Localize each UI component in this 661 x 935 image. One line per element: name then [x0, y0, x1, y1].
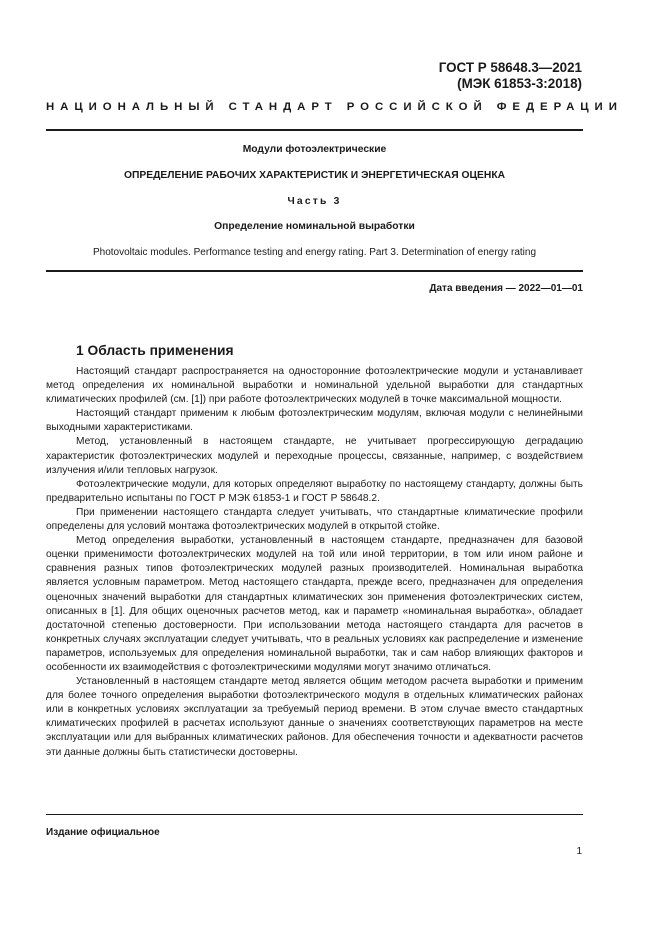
paragraph-2: Настоящий стандарт применим к любым фотоэлектрическим модулям, включая модули с нелинейными выходными характеристиками.	[46, 408, 583, 434]
paragraph-3: Метод, установленный в настоящем стандарте, не учитывает прогрессирующую деградацию характеристик фотоэлектрических модулей и переходные процессы, связанные, например, с воздействием излучения и/или тепловых нагрузок.	[46, 436, 583, 476]
official-edition-label: Издание официальное	[46, 827, 160, 838]
english-title: Photovoltaic modules. Performance testing and energy rating. Part 3. Determination of energy rating	[92, 247, 537, 258]
standard-number: ГОСТ Р 58648.3—2021	[438, 60, 582, 75]
title-divider	[46, 270, 583, 272]
subject-title: Модули фотоэлектрические	[242, 144, 387, 155]
part-label: Часть 3	[287, 196, 342, 207]
part-title: Определение номинальной выработки	[214, 221, 415, 232]
paragraph-6: Метод определения выработки, установленный в настоящем стандарте, предназначен для базовой оценки применимости фотоэлектрических модулей на той или иной территории, в том или ином районе и сравнения разных типов фотоэлектрических модулей разных производителей. Номинальная выработка является условным параметром. Метод настоящего стандарта, прежде всего, предназначен для определения оценочных значений выработки для стандартных климатических зон применения фотоэлектрических систем, описанных в [1]. Для общих оценочных расчетов метод, как и параметр «номинальная выработка», обладает достаточной степенью достоверности. При использовании метода настоящего стандарта для расчетов в конкретных случаях эксплуатации следует учитывать, что в реальных условиях как распределение и изменение параметров, используемых для определения номинальной выработки, так и сам набор влияющих факторов и особенности их взаимодействия с фотоэлектрическими модулями могут значимо отличаться.	[46, 535, 583, 673]
iec-number: (МЭК 61853-3:2018)	[457, 76, 582, 91]
header-divider	[46, 129, 583, 131]
main-title: ОПРЕДЕЛЕНИЕ РАБОЧИХ ХАРАКТЕРИСТИК И ЭНЕРГЕТИЧЕСКАЯ ОЦЕНКА	[123, 170, 506, 181]
paragraph-5: При применении настоящего стандарта следует учитывать, что стандартные климатические профили определены для условий монтажа фотоэлектрических модулей в открытой стойке.	[46, 506, 583, 533]
introduction-date: Дата введения — 2022—01—01	[429, 283, 583, 294]
footer-divider	[46, 814, 583, 815]
paragraph-4: Фотоэлектрические модули, для которых определяют выработку по настоящему стандарту, должны быть предварительно испытаны по ГОСТ Р МЭК 61853-1 и ГОСТ Р 58648.2.	[46, 478, 583, 504]
national-standard-title: НАЦИОНАЛЬНЫЙ СТАНДАРТ РОССИЙСКОЙ ФЕДЕРАЦИИ	[46, 101, 623, 113]
section-heading: 1 Область применения	[76, 343, 234, 358]
paragraph-1: Настоящий стандарт распространяется на односторонние фотоэлектрические модули и устанавливает метод определения их номинальной выработки и номинальной удельной выработки для стандартных климатических профилей (см. [1]) при работе фотоэлектрических модулей в точке максимальной мощности.	[46, 366, 583, 406]
page-number: 1	[576, 846, 582, 857]
section-body	[46, 365, 583, 760]
standard-number-block	[439, 60, 582, 92]
paragraph-7: Установленный в настоящем стандарте метод является общим методом расчета выработки и применим для более точного определения выработки фотоэлектрического модуля в отдельных климатических районах или в конкретных условиях эксплуатации за требуемый период времени. В этом случае вместо стандартных климатических профилей в расчетах используют данные о значениях соответствующих параметров на месте эксплуатации или для выбранных климатических районов. Для обеспечения точности и адекватности расчетов эти данные должны быть статистически достоверны.	[46, 676, 583, 758]
